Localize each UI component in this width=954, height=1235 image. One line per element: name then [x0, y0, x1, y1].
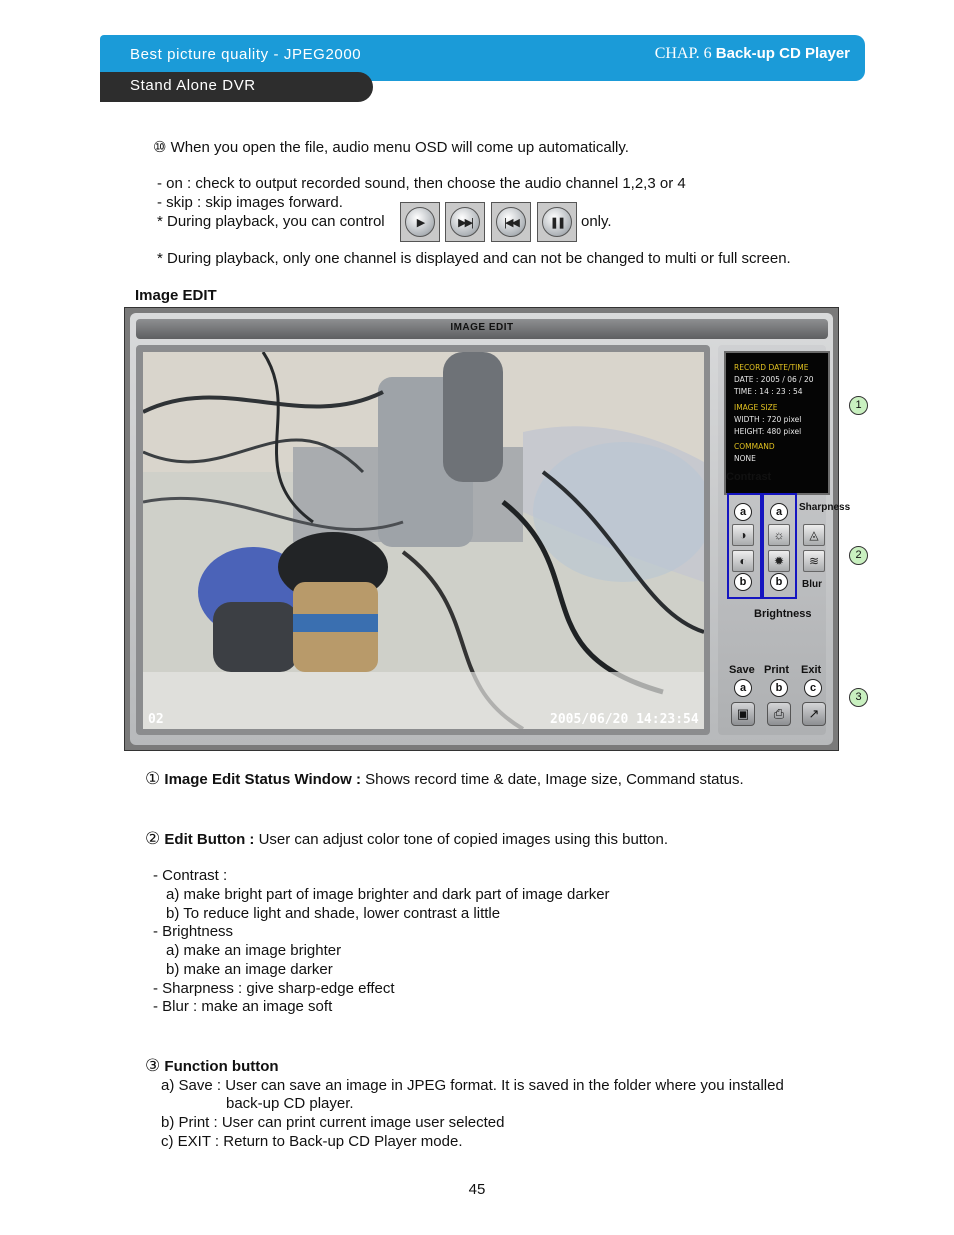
exit-label: Exit — [801, 664, 822, 676]
item-1-marker: ① — [145, 769, 161, 788]
print-button[interactable] — [767, 702, 791, 726]
sharpness-desc: - Sharpness : give sharp-edge effect — [153, 980, 395, 997]
control-suffix: only. — [581, 213, 612, 230]
item-1 — [145, 769, 744, 789]
save-desc: a) Save : User can save an image in JPEG format. It is saved in the folder where you installed — [161, 1077, 784, 1094]
rewind-button[interactable] — [491, 202, 531, 242]
print-letter: b — [770, 679, 788, 697]
pause-icon: ❚❚ — [542, 207, 572, 237]
callout-1: 1 — [849, 396, 868, 415]
status-date: DATE : 2005 / 06 / 20 — [734, 375, 814, 384]
contrast-down-button[interactable] — [732, 550, 754, 572]
blur-desc: - Blur : make an image soft — [153, 998, 333, 1015]
sharpness-label: Sharpness — [799, 502, 851, 513]
print-desc: b) Print : User can print current image user selected — [161, 1114, 505, 1131]
contrast-up-icon: ◑ — [739, 528, 747, 542]
save-button[interactable] — [731, 702, 755, 726]
status-cmd-value: NONE — [734, 454, 756, 463]
camera-image — [143, 352, 704, 729]
play-icon: ▶ — [405, 207, 435, 237]
brightness-b-desc: b) make an image darker — [166, 961, 333, 978]
header-tagline: Best picture quality - JPEG2000 — [130, 46, 362, 63]
callout-3: 3 — [849, 688, 868, 707]
save-label: Save — [729, 664, 755, 676]
contrast-down-letter: b — [734, 573, 752, 591]
channel-overlay: 02 — [148, 712, 164, 727]
exit-arrow-icon: ↗ — [808, 706, 820, 721]
item-2-marker: ② — [145, 829, 161, 848]
contrast-down-icon: ◐ — [739, 554, 747, 568]
dim-sun-icon: ✹ — [773, 554, 785, 568]
window-title: IMAGE EDIT — [450, 322, 514, 333]
brightness-a-desc: a) make an image brighter — [166, 942, 342, 959]
sharpness-button[interactable] — [803, 524, 825, 546]
sun-icon: ☼ — [773, 528, 785, 542]
exit-button[interactable] — [802, 702, 826, 726]
play-button[interactable] — [400, 202, 440, 242]
contrast-label: Contrast — [726, 471, 772, 483]
print-label: Print — [764, 664, 790, 676]
contrast-a-desc: a) make bright part of image brighter and dark part of image darker — [166, 886, 610, 903]
audio-on-line: - on : check to output recorded sound, then choose the audio channel 1,2,3 or 4 — [157, 175, 686, 192]
status-cmd-label: COMMAND — [734, 442, 775, 451]
contrast-up-button[interactable] — [732, 524, 754, 546]
callout-2: 2 — [849, 546, 868, 565]
item-3 — [145, 1056, 279, 1076]
step-marker: ⑩ — [153, 139, 167, 156]
brightness-label: Brightness — [754, 608, 812, 620]
status-time: TIME : 14 : 23 : 54 — [734, 387, 803, 396]
exit-letter: c — [804, 679, 822, 697]
step-text: When you open the file, audio menu OSD will come up automatically. — [170, 139, 629, 156]
item-3-title: Function button — [164, 1058, 279, 1075]
brightness-up-letter: a — [770, 503, 788, 521]
brightness-down-button[interactable] — [768, 550, 790, 572]
status-rec-label: RECORD DATE/TIME — [734, 363, 809, 372]
rewind-icon: |◀◀ — [496, 207, 526, 237]
blur-button[interactable] — [803, 550, 825, 572]
floppy-disk-icon: ▣ — [736, 706, 750, 721]
page-number: 45 — [468, 1181, 486, 1198]
status-size-label: IMAGE SIZE — [734, 403, 778, 412]
item-2 — [145, 829, 668, 849]
control-prefix: * During playback, you can control — [157, 213, 385, 230]
audio-skip-line: - skip : skip images forward. — [157, 194, 343, 211]
channel-note: * During playback, only one channel is displayed and can not be changed to multi or full screen. — [157, 250, 791, 267]
status-height: HEIGHT: 480 pixel — [734, 427, 802, 436]
chapter-title: Back-up CD Player — [715, 45, 850, 62]
exit-desc: c) EXIT : Return to Back-up CD Player mode. — [161, 1133, 463, 1150]
brightness-down-letter: b — [770, 573, 788, 591]
brightness-up-button[interactable] — [768, 524, 790, 546]
item-3-marker: ③ — [145, 1056, 161, 1075]
header-subtitle: Stand Alone DVR — [130, 77, 256, 94]
chapter-number: CHAP. 6 — [654, 45, 712, 62]
item-1-title: Image Edit Status Window : — [164, 771, 361, 788]
step-10 — [153, 138, 629, 156]
contrast-up-letter: a — [734, 503, 752, 521]
fast-forward-button[interactable] — [445, 202, 485, 242]
status-width: WIDTH : 720 pixel — [734, 415, 802, 424]
blur-label: Blur — [802, 579, 822, 590]
contrast-desc: - Contrast : — [153, 867, 228, 884]
timestamp-overlay: 2005/06/20 14:23:54 — [550, 712, 699, 727]
chapter-heading — [655, 45, 850, 63]
item-2-text: User can adjust color tone of copied images using this button. — [258, 831, 668, 848]
save-letter: a — [734, 679, 752, 697]
contrast-b-desc: b) To reduce light and shade, lower contrast a little — [166, 905, 501, 922]
camera-scene-illustration — [143, 352, 704, 729]
item-1-text: Shows record time & date, Image size, Command status. — [365, 771, 744, 788]
blur-icon: ≋ — [808, 554, 820, 568]
save-desc-cont: back-up CD player. — [226, 1095, 354, 1112]
item-2-title: Edit Button : — [164, 831, 255, 848]
fast-forward-icon: ▶▶| — [450, 207, 480, 237]
sharpen-icon: ◬ — [809, 528, 819, 542]
printer-icon: ⎙ — [773, 706, 785, 721]
pause-button[interactable] — [537, 202, 577, 242]
section-title: Image EDIT — [135, 287, 217, 304]
brightness-desc: - Brightness — [153, 923, 234, 940]
